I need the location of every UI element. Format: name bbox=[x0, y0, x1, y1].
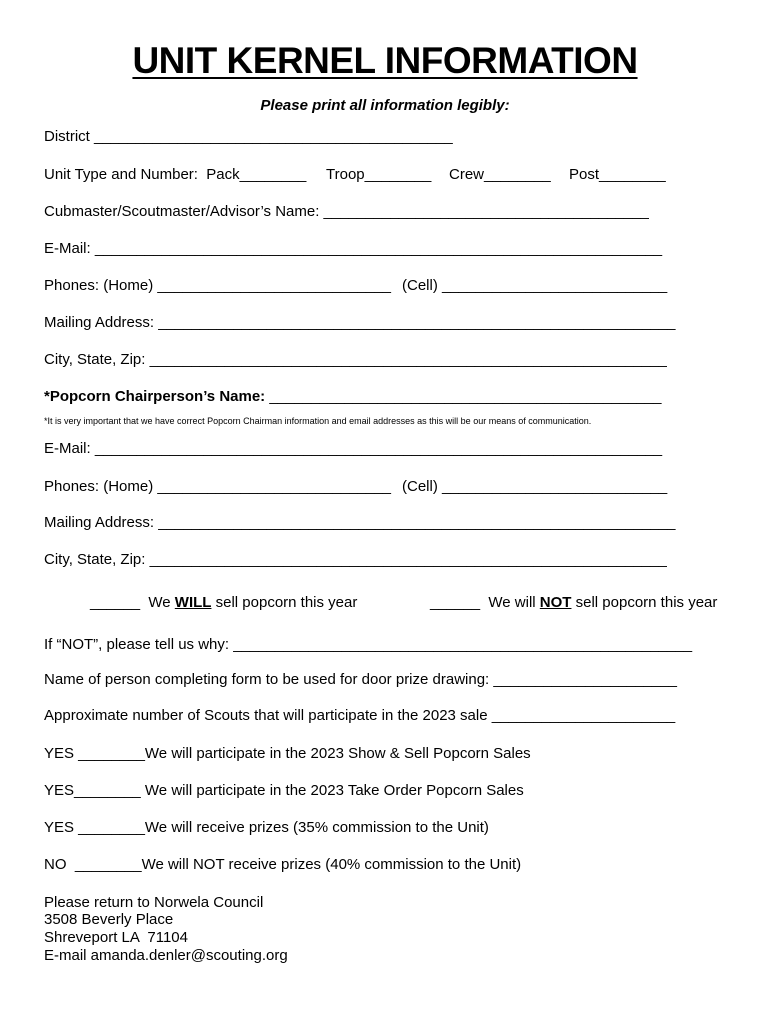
troop-field[interactable]: Troop________ bbox=[326, 166, 432, 183]
leader-name-field[interactable]: Cubmaster/Scoutmaster/Advisor’s Name: _______________________________________ bbox=[44, 203, 649, 220]
option-take-order[interactable]: YES________ We will participate in the 2023 Take Order Popcorn Sales bbox=[44, 782, 524, 799]
chair-city-state-zip-field[interactable]: City, State, Zip: ______________________________________________________________ bbox=[44, 551, 667, 568]
return-line-2: 3508 Beverly Place bbox=[44, 911, 174, 928]
option-show-and-sell[interactable]: YES ________We will participate in the 2023 Show & Sell Popcorn Sales bbox=[44, 745, 531, 762]
door-prize-name-field[interactable]: Name of person completing form to be used for door prize drawing: ______________________ bbox=[44, 671, 677, 688]
popcorn-chair-note: *It is very important that we have correct Popcorn Chairman information and email addresses as this will be our means of communication. bbox=[44, 416, 592, 426]
popcorn-chair-name-label: *Popcorn Chairperson’s Name: bbox=[44, 388, 270, 405]
will-not-sell-option[interactable]: ______ We will NOT sell popcorn this year bbox=[430, 594, 718, 611]
chair-email-field[interactable]: E-Mail: ____________________________________________________________________ bbox=[44, 440, 663, 457]
crew-field[interactable]: Crew________ bbox=[449, 166, 551, 183]
chair-home-phone-field[interactable]: Phones: (Home) ____________________________ bbox=[44, 478, 391, 495]
option-receive-prizes[interactable]: YES ________We will receive prizes (35% commission to the Unit) bbox=[44, 819, 489, 836]
option-no-prizes[interactable]: NO ________We will NOT receive prizes (40% commission to the Unit) bbox=[44, 856, 522, 873]
leader-email-field[interactable]: E-Mail: ____________________________________________________________________ bbox=[44, 240, 663, 257]
leader-city-state-zip-field[interactable]: City, State, Zip: ______________________________________________________________ bbox=[44, 351, 667, 368]
will-sell-option[interactable]: ______ We WILL sell popcorn this year bbox=[90, 594, 358, 611]
will-not-sell-blank[interactable]: ______ bbox=[430, 594, 481, 611]
return-line-3: Shreveport LA 71104 bbox=[44, 929, 188, 946]
unit-type-pack-field[interactable]: Unit Type and Number: Pack________ bbox=[44, 166, 307, 183]
leader-cell-phone-field[interactable]: (Cell) ___________________________ bbox=[402, 277, 668, 294]
leader-home-phone-field[interactable]: Phones: (Home) ____________________________ bbox=[44, 277, 391, 294]
chair-mailing-address-field[interactable]: Mailing Address: ______________________________________________________________ bbox=[44, 514, 676, 531]
popcorn-chair-name-line[interactable]: _______________________________________________ bbox=[269, 388, 662, 405]
post-field[interactable]: Post________ bbox=[569, 166, 666, 183]
return-email[interactable]: E-mail amanda.denler@scouting.org bbox=[44, 947, 288, 964]
page-title: UNIT KERNEL INFORMATION bbox=[132, 40, 638, 81]
return-line-1: Please return to Norwela Council bbox=[44, 894, 264, 911]
chair-cell-phone-field[interactable]: (Cell) ___________________________ bbox=[402, 478, 668, 495]
popcorn-chair-name-field[interactable] bbox=[44, 389, 661, 404]
leader-mailing-address-field[interactable]: Mailing Address: ______________________________________________________________ bbox=[44, 314, 676, 331]
will-sell-blank[interactable]: ______ bbox=[90, 594, 141, 611]
scouts-count-field[interactable]: Approximate number of Scouts that will participate in the 2023 sale ______________________ bbox=[44, 707, 676, 724]
page-subtitle: Please print all information legibly: bbox=[260, 97, 510, 114]
why-not-field[interactable]: If “NOT”, please tell us why: _______________________________________________________ bbox=[44, 636, 693, 653]
district-field[interactable]: District ___________________________________________ bbox=[44, 128, 453, 145]
